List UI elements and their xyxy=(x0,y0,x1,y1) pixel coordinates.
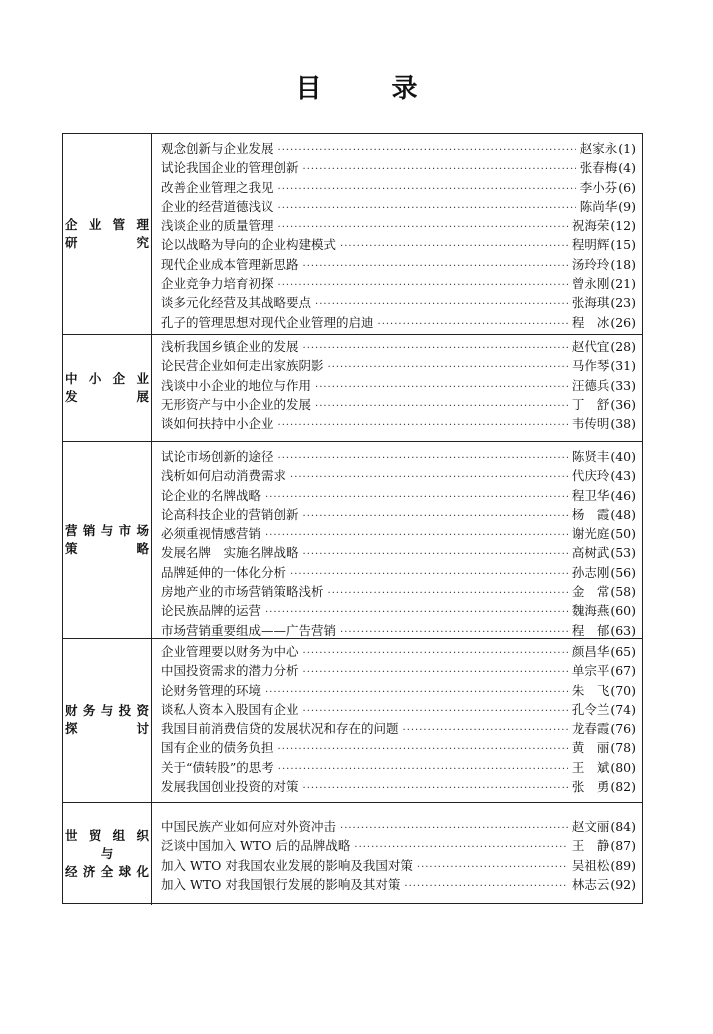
section-label-char: 与 xyxy=(100,522,114,538)
dot-leader xyxy=(265,607,568,618)
entry-title: 我国目前消费信贷的发展状况和存在的问题 xyxy=(161,721,399,737)
entry-title: 谈私人资本入股国有企业 xyxy=(161,701,299,717)
toc-entry[interactable] xyxy=(161,255,636,274)
toc-entry[interactable] xyxy=(161,274,636,293)
section-label xyxy=(63,441,152,638)
section-label-char: 营 xyxy=(65,522,78,538)
entry-title: 论财务管理的环境 xyxy=(161,682,262,698)
section-label-char: 市 xyxy=(118,522,132,538)
entry-author: 陈尚华 xyxy=(579,198,618,214)
entry-title: 论民营企业如何走出家族阴影 xyxy=(161,358,324,374)
dot-leader xyxy=(315,299,568,310)
toc-section xyxy=(63,441,642,639)
entry-author: 祝海荣 xyxy=(571,218,610,234)
toc-entry[interactable] xyxy=(161,836,636,855)
entry-title: 论民族品牌的运营 xyxy=(161,603,262,619)
dot-leader xyxy=(303,164,576,175)
section-label-char: 资 xyxy=(136,703,149,718)
entry-title: 加入 WTO 对我国银行发展的影响及其对策 xyxy=(161,876,401,892)
section-label-char: 略 xyxy=(136,540,149,556)
entry-page: (31) xyxy=(610,358,636,374)
entry-author: 龙春霞 xyxy=(571,721,610,737)
section-label-line xyxy=(65,388,149,406)
section-label-line xyxy=(65,845,149,863)
toc-entry[interactable] xyxy=(161,758,636,777)
section-label-line xyxy=(65,216,149,234)
entry-title: 发展名牌 实施名牌战略 xyxy=(161,545,299,561)
entry-page: (60) xyxy=(610,603,636,619)
section-label-line xyxy=(65,540,149,558)
dot-leader xyxy=(303,783,568,794)
entry-title: 发展我国创业投资的对策 xyxy=(161,779,299,795)
section-label-char: 组 xyxy=(112,827,126,843)
section-label-char: 中 xyxy=(65,370,78,386)
entry-page: (43) xyxy=(610,468,636,484)
section-label-line xyxy=(65,720,149,738)
entry-page: (26) xyxy=(610,314,636,330)
section-label-char: 投 xyxy=(118,703,132,718)
toc-entry[interactable] xyxy=(161,337,636,356)
section-label xyxy=(63,334,152,441)
entry-author: 韦传明 xyxy=(571,416,610,432)
section-label-char: 探 xyxy=(65,721,78,736)
dot-leader xyxy=(378,319,568,330)
dot-leader xyxy=(404,881,567,892)
entry-page: (70) xyxy=(610,682,636,698)
entry-title: 论企业的名牌战略 xyxy=(161,487,262,503)
entry-title: 浅析我国乡镇企业的发展 xyxy=(161,339,299,354)
title-char-2: 录 xyxy=(391,74,418,104)
dot-leader xyxy=(340,823,568,834)
section-label-char: 究 xyxy=(136,235,149,250)
dot-leader xyxy=(303,343,568,354)
entry-title: 泛谈中国加入 WTO 后的品牌战略 xyxy=(161,838,351,854)
section-label-char: 销 xyxy=(82,522,96,538)
dot-leader xyxy=(278,764,568,775)
dot-leader xyxy=(290,472,568,483)
toc-entry[interactable] xyxy=(161,158,636,177)
toc-entry[interactable] xyxy=(161,777,636,796)
entry-page: (84) xyxy=(610,819,636,834)
entry-title: 观念创新与企业发展 xyxy=(161,141,274,156)
entry-page: (1) xyxy=(618,141,636,156)
dot-leader xyxy=(303,648,568,659)
entry-page: (21) xyxy=(610,276,636,292)
dot-leader xyxy=(328,362,568,373)
dot-leader xyxy=(315,382,568,393)
entry-title: 论高科技企业的营销创新 xyxy=(161,506,299,522)
entry-page: (9) xyxy=(618,198,636,214)
entry-page: (87) xyxy=(610,838,636,854)
entry-title: 改善企业管理之我见 xyxy=(161,179,274,195)
toc-entry[interactable] xyxy=(161,447,636,466)
toc-entry[interactable] xyxy=(161,505,636,524)
entry-title: 市场营销重要组成——广告营销 xyxy=(161,622,337,638)
dot-leader xyxy=(278,420,568,431)
dot-leader xyxy=(303,667,568,678)
entry-page: (78) xyxy=(610,740,636,756)
entry-page: (80) xyxy=(610,759,636,775)
entry-page: (50) xyxy=(610,526,636,542)
entry-title: 孔子的管理思想对现代企业管理的启迪 xyxy=(161,314,374,330)
title-char-1: 目 xyxy=(295,74,322,104)
section-label-line xyxy=(65,370,149,388)
section-label xyxy=(63,802,152,905)
entry-title: 必须重视情感营销 xyxy=(161,526,262,542)
dot-leader xyxy=(303,706,568,717)
entry-author: 林志云 xyxy=(571,876,610,892)
entry-author: 代庆玲 xyxy=(571,468,610,484)
entry-author: 金 常 xyxy=(571,584,610,600)
section-label-char: 业 xyxy=(88,217,102,232)
entry-author: 汪德兵 xyxy=(571,377,610,393)
entry-author: 王 静 xyxy=(571,838,610,854)
section-label-char: 展 xyxy=(136,388,149,404)
entry-page: (48) xyxy=(610,506,636,522)
section-label-char: 世 xyxy=(65,827,78,843)
section-label-char: 织 xyxy=(136,827,149,843)
entry-author: 孔令兰 xyxy=(571,701,610,717)
section-label-line xyxy=(65,522,149,540)
dot-leader xyxy=(303,261,568,272)
toc-entry[interactable] xyxy=(161,817,636,836)
dot-leader xyxy=(340,627,568,638)
entry-title: 中国投资需求的潜力分析 xyxy=(161,663,299,679)
entry-page: (23) xyxy=(610,295,636,311)
toc-section xyxy=(63,802,642,905)
entry-author: 马作琴 xyxy=(571,358,610,374)
entry-title: 无形资产与中小企业的发展 xyxy=(161,396,312,412)
section-label-char: 讨 xyxy=(136,721,149,736)
entry-author: 单宗平 xyxy=(571,663,610,679)
dot-leader xyxy=(278,222,568,233)
dot-leader xyxy=(278,203,576,214)
section-label-char: 场 xyxy=(136,522,149,538)
entry-author: 高树武 xyxy=(571,545,610,561)
entry-page: (33) xyxy=(610,377,636,393)
toc-entry[interactable] xyxy=(161,414,636,433)
toc-entry[interactable] xyxy=(161,178,636,197)
section-label-line xyxy=(65,234,149,252)
entry-page: (28) xyxy=(610,339,636,354)
toc-entry[interactable] xyxy=(161,216,636,235)
section-label-char: 发 xyxy=(65,388,78,404)
entry-author: 丁 舒 xyxy=(571,396,610,412)
toc-section xyxy=(63,638,642,803)
toc-entry[interactable] xyxy=(161,356,636,375)
toc-entry[interactable] xyxy=(161,197,636,216)
dot-leader xyxy=(315,401,568,412)
entry-page: (53) xyxy=(610,545,636,561)
entry-author: 谢光庭 xyxy=(571,526,610,542)
entry-page: (74) xyxy=(610,701,636,717)
dot-leader xyxy=(340,241,568,252)
section-label-line xyxy=(65,863,149,881)
entry-title: 谈多元化经营及其战略要点 xyxy=(161,295,312,311)
entry-author: 赵家永 xyxy=(579,141,618,156)
entry-title: 房地产业的市场营销策略浅析 xyxy=(161,584,324,600)
entry-title: 浅谈企业的质量管理 xyxy=(161,218,274,234)
entry-author: 孙志刚 xyxy=(571,564,610,580)
page-title xyxy=(0,68,713,105)
toc-entry[interactable] xyxy=(161,738,636,757)
toc-entry[interactable] xyxy=(161,582,636,601)
entry-page: (82) xyxy=(610,779,636,795)
toc-entry[interactable] xyxy=(161,293,636,312)
entry-page: (15) xyxy=(610,237,636,253)
toc-entry[interactable] xyxy=(161,642,636,661)
entry-author: 魏海燕 xyxy=(571,603,610,619)
entry-page: (40) xyxy=(610,449,636,464)
entry-title: 浅谈中小企业的地位与作用 xyxy=(161,377,312,393)
entry-author: 张海琪 xyxy=(571,295,610,311)
toc-entry[interactable] xyxy=(161,719,636,738)
entry-page: (92) xyxy=(610,876,636,892)
entry-page: (46) xyxy=(610,487,636,503)
entry-page: (12) xyxy=(610,218,636,234)
entry-page: (58) xyxy=(610,584,636,600)
toc-entry[interactable] xyxy=(161,395,636,414)
section-label-char: 全 xyxy=(100,863,114,879)
entry-title: 试论市场创新的途径 xyxy=(161,449,274,464)
section-label-char: 策 xyxy=(65,540,78,556)
entry-title: 试论我国企业的管理创新 xyxy=(161,160,299,176)
section-label-char: 济 xyxy=(82,863,96,879)
toc-entry[interactable] xyxy=(161,466,636,485)
toc-entry[interactable] xyxy=(161,486,636,505)
section-label xyxy=(63,638,152,802)
dot-leader xyxy=(265,492,568,503)
section-label-char: 研 xyxy=(65,235,78,250)
entry-author: 朱 飞 xyxy=(571,682,610,698)
entry-page: (89) xyxy=(610,857,636,873)
entry-author: 张春梅 xyxy=(579,160,618,176)
dot-leader xyxy=(303,511,568,522)
entry-page: (67) xyxy=(610,663,636,679)
entry-author: 曾永刚 xyxy=(571,276,610,292)
entry-title: 谈如何扶持中小企业 xyxy=(161,416,274,432)
section-label-line xyxy=(65,702,149,720)
toc-entry[interactable] xyxy=(161,661,636,680)
entry-author: 陈贤丰 xyxy=(571,449,610,464)
section-label-line xyxy=(65,827,149,845)
entry-author: 赵代宜 xyxy=(571,339,610,354)
toc-entry[interactable] xyxy=(161,700,636,719)
entry-author: 张 勇 xyxy=(571,779,610,795)
entry-title: 浅析如何启动消费需求 xyxy=(161,468,287,484)
section-label-char: 业 xyxy=(136,370,149,386)
dot-leader xyxy=(328,588,568,599)
toc-section xyxy=(63,134,642,335)
entry-title: 论以战略为导向的企业构建模式 xyxy=(161,237,337,253)
toc-entry[interactable] xyxy=(161,524,636,543)
section-label xyxy=(63,134,152,334)
entry-title: 企业管理要以财务为中心 xyxy=(161,644,299,659)
entry-title: 企业的经营道德浅议 xyxy=(161,198,274,214)
section-label-char: 球 xyxy=(118,863,132,879)
dot-leader xyxy=(278,145,576,156)
section-label-char: 与 xyxy=(100,845,114,861)
toc-entry[interactable] xyxy=(161,376,636,395)
toc-entry[interactable] xyxy=(161,563,636,582)
toc-entry[interactable] xyxy=(161,856,636,875)
entry-page: (4) xyxy=(618,160,636,176)
entry-author: 黄 丽 xyxy=(571,740,610,756)
entry-author: 程 郁 xyxy=(571,622,610,638)
entry-author: 李小芬 xyxy=(579,179,618,195)
entry-title: 企业竞争力培育初探 xyxy=(161,276,274,292)
dot-leader xyxy=(354,842,567,853)
dot-leader xyxy=(403,725,568,736)
section-label-char: 企 xyxy=(65,217,78,232)
dot-leader xyxy=(278,453,568,464)
entry-author: 吴祖松 xyxy=(571,857,610,873)
section-label-char: 与 xyxy=(100,703,114,718)
section-label-char: 贸 xyxy=(88,827,102,843)
entry-author: 赵文丽 xyxy=(571,819,610,834)
toc-section xyxy=(63,334,642,442)
entry-title: 关于“债转股”的思考 xyxy=(161,759,274,775)
entry-page: (76) xyxy=(610,721,636,737)
section-label-char: 理 xyxy=(136,217,149,232)
entry-page: (18) xyxy=(610,256,636,272)
entry-page: (65) xyxy=(610,644,636,659)
toc-entry[interactable] xyxy=(161,139,636,158)
section-label-char: 经 xyxy=(65,863,78,879)
dot-leader xyxy=(290,569,568,580)
dot-leader xyxy=(265,530,568,541)
entry-title: 现代企业成本管理新思路 xyxy=(161,256,299,272)
dot-leader xyxy=(278,744,568,755)
table-of-contents xyxy=(62,133,643,904)
entry-author: 杨 霞 xyxy=(571,506,610,522)
section-label-char: 务 xyxy=(82,703,96,718)
section-label-char: 财 xyxy=(65,703,78,718)
toc-entry[interactable] xyxy=(161,681,636,700)
entry-page: (6) xyxy=(618,179,636,195)
section-label-char: 企 xyxy=(112,370,126,386)
entry-page: (56) xyxy=(610,564,636,580)
entry-page: (38) xyxy=(610,416,636,432)
entry-title: 品牌延伸的一体化分析 xyxy=(161,564,287,580)
entry-author: 程卫华 xyxy=(571,487,610,503)
section-label-char: 管 xyxy=(112,217,126,232)
toc-entry[interactable] xyxy=(161,313,636,332)
section-label-char: 化 xyxy=(136,863,149,879)
dot-leader xyxy=(278,280,568,291)
entry-title: 国有企业的债务负担 xyxy=(161,740,274,756)
dot-leader xyxy=(417,862,568,873)
toc-entry[interactable] xyxy=(161,543,636,562)
dot-leader xyxy=(278,184,576,195)
toc-entry[interactable] xyxy=(161,601,636,620)
entry-page: (63) xyxy=(610,622,636,638)
section-label-char: 小 xyxy=(88,370,102,386)
toc-entry[interactable] xyxy=(161,875,636,894)
entry-author: 程 冰 xyxy=(571,314,610,330)
dot-leader xyxy=(303,549,568,560)
entry-page: (36) xyxy=(610,396,636,412)
dot-leader xyxy=(265,687,568,698)
entry-author: 程明辉 xyxy=(571,237,610,253)
entry-title: 中国民族产业如何应对外资冲击 xyxy=(161,819,337,834)
entry-author: 王 斌 xyxy=(571,759,610,775)
entry-author: 汤玲玲 xyxy=(571,256,610,272)
toc-entry[interactable] xyxy=(161,235,636,254)
entry-author: 颜昌华 xyxy=(571,644,610,659)
entry-title: 加入 WTO 对我国农业发展的影响及我国对策 xyxy=(161,857,413,873)
